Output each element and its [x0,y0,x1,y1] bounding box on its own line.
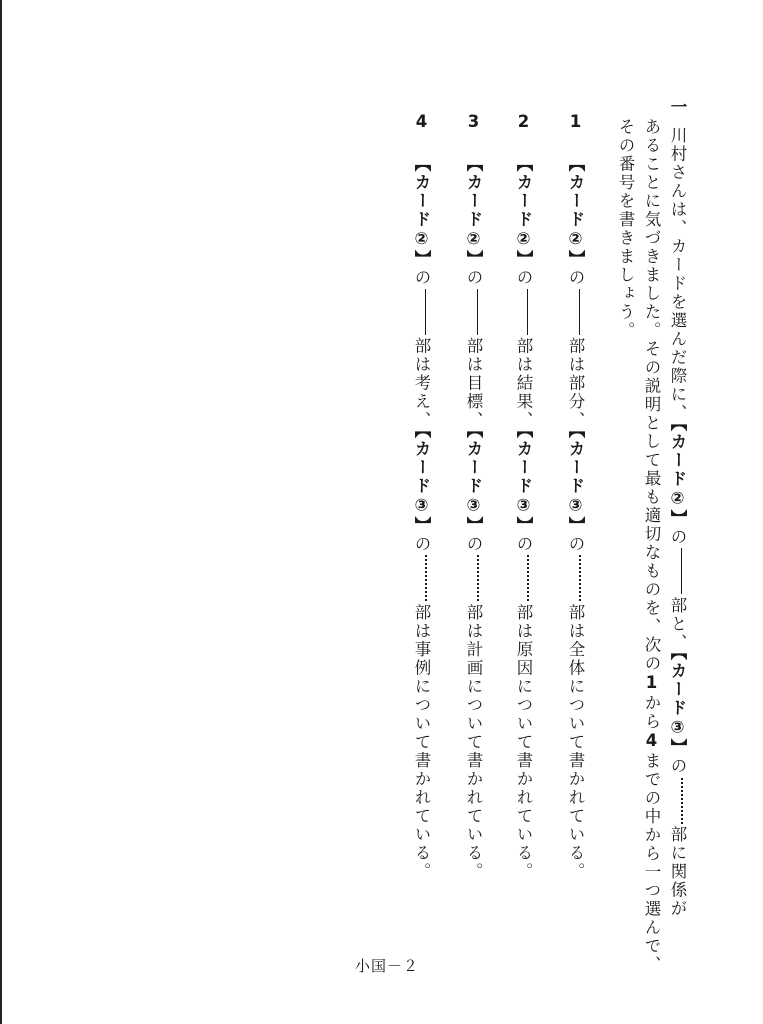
page-number: 小国－２ [355,957,420,975]
page-left-border [0,0,2,1024]
range-start: 1 [642,673,661,694]
dotted-underline-marker [477,555,479,601]
dotted-underline-marker [425,555,427,601]
question-line-2: あることに気づきました。その説明として最も適切なものを、次の1から4までの中から一つ選んで、 [642,118,661,974]
option-number: 2 [514,112,533,133]
dotted-underline-marker [681,778,683,824]
option-number: 4 [412,112,431,133]
range-end: 4 [642,731,661,752]
option-number: 1 [566,112,585,133]
solid-underline-marker [681,548,683,594]
question-number: 一 [668,98,687,117]
option-1: 1【カード②】の部は部分、【カード③】の部は全体について書かれている。 [566,112,585,881]
option-number: 3 [464,112,483,133]
solid-underline-marker [527,289,529,335]
question-line-1: 一川村さんは、カードを選んだ際に、【カード②】の部と、【カード③】の部に関係が [668,98,687,918]
question-card-3: 【カード③】 [668,651,687,757]
solid-underline-marker [477,289,479,335]
question-line-3: その番号を書きましょう。 [616,118,635,340]
option-2: 2【カード②】の部は結果、【カード③】の部は原因について書かれている。 [514,112,533,881]
question-text-part1: 川村さんは、カードを選んだ際に、 [668,126,687,423]
solid-underline-marker [579,289,581,335]
option-4: 4【カード②】の部は考え、【カード③】の部は事例について書かれている。 [412,112,431,881]
option-3: 3【カード②】の部は目標、【カード③】の部は計画について書かれている。 [464,112,483,881]
question-text-part3: 部に関係が [668,825,687,918]
dotted-underline-marker [527,555,529,601]
question-text-part2: 部と、 [668,596,687,652]
question-card-2: 【カード②】 [668,422,687,528]
solid-underline-marker [425,289,427,335]
dotted-underline-marker [579,555,581,601]
